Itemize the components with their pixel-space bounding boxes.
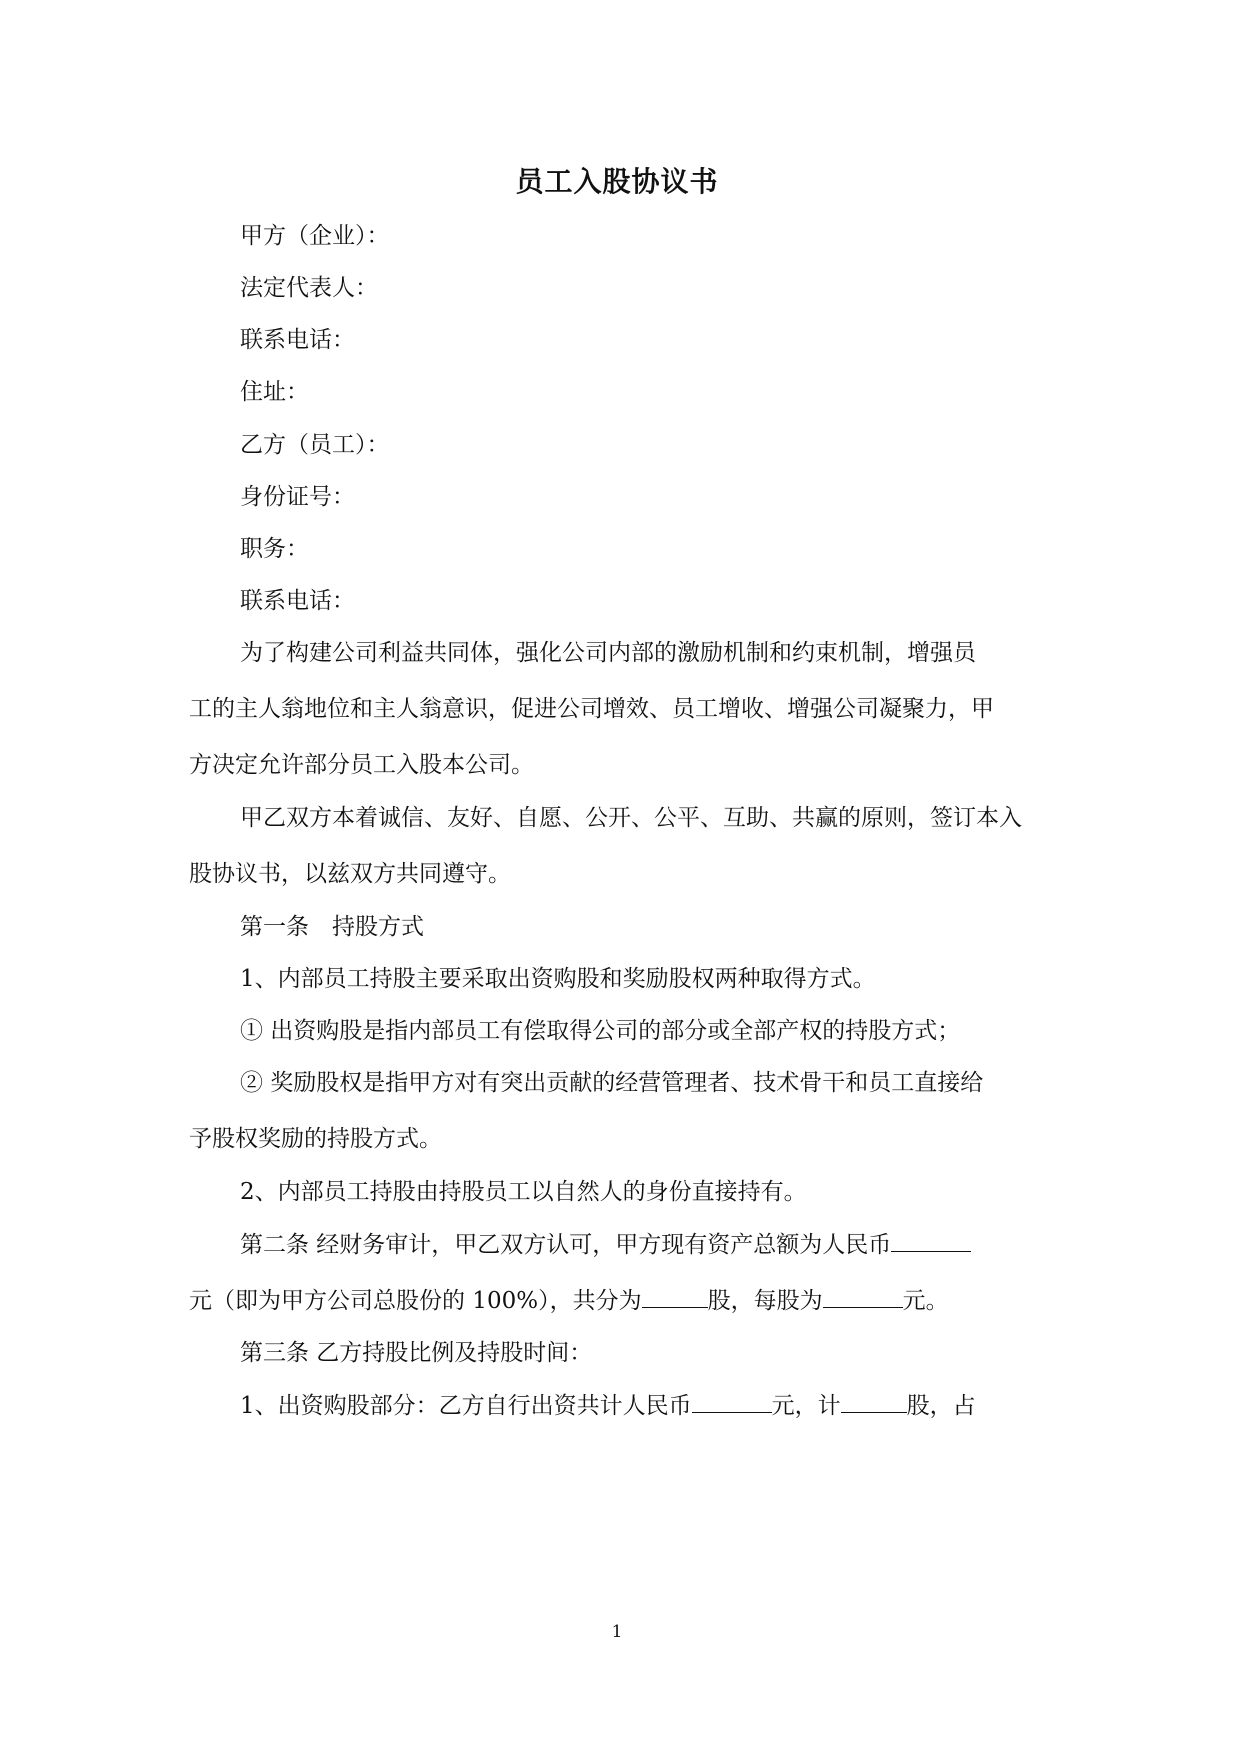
article-1-sub-item-2-line-2: 予股权奖励的持股方式。: [189, 1126, 442, 1152]
article-3-item-1-text-a: 1、出资购股部分：乙方自行出资共计人民币: [240, 1393, 692, 1419]
party-a-legal-rep-line: 法定代表人：: [240, 275, 378, 301]
article-3-heading: 第三条 乙方持股比例及持股时间：: [240, 1340, 593, 1366]
party-a-company-line: 甲方（企业）：: [240, 223, 390, 249]
party-a-phone-line: 联系电话：: [240, 327, 355, 353]
preamble-paragraph-1-line-2: 工的主人翁地位和主人翁意识，促进公司增效、员工增收、增强公司凝聚力，甲: [189, 696, 994, 722]
article-2-line-2-text-b: 股，每股为: [707, 1288, 823, 1314]
preamble-paragraph-1-line-3: 方决定允许部分员工入股本公司。: [189, 752, 534, 778]
page-number: 1: [611, 1622, 623, 1642]
document-title: 员工入股协议书: [515, 165, 719, 198]
party-b-employee-line: 乙方（员工）：: [240, 432, 390, 458]
article-1-sub-item-1: ① 出资购股是指内部员工有偿取得公司的部分或全部产权的持股方式；: [240, 1018, 961, 1044]
purchase-amount-blank: [692, 1390, 772, 1413]
article-2-line-1: [240, 1229, 971, 1260]
article-2-line-2-text-c: 元。: [902, 1288, 949, 1314]
party-b-id-line: 身份证号：: [240, 484, 355, 510]
article-1-item-1: 1、内部员工持股主要采取出资购股和奖励股权两种取得方式。: [240, 966, 876, 992]
total-assets-blank: [891, 1229, 971, 1252]
preamble-paragraph-1-line-1: 为了构建公司利益共同体，强化公司内部的激励机制和约束机制，增强员: [240, 640, 976, 666]
article-1-sub-item-2-line-1: ② 奖励股权是指甲方对有突出贡献的经营管理者、技术骨干和员工直接给: [240, 1070, 984, 1096]
article-2-line-2-text-a: 元（即为甲方公司总股份的 100%），共分为: [189, 1288, 642, 1314]
article-2-line-2: [189, 1285, 949, 1316]
preamble-paragraph-2-line-1: 甲乙双方本着诚信、友好、自愿、公开、公平、互助、共赢的原则，签订本入: [240, 805, 1022, 831]
purchase-shares-blank: [841, 1390, 907, 1413]
party-b-phone-line: 联系电话：: [240, 588, 355, 614]
preamble-paragraph-2-line-2: 股协议书，以兹双方共同遵守。: [189, 861, 511, 887]
total-shares-blank: [642, 1285, 708, 1308]
article-3-item-1-text-c: 股，占: [906, 1393, 976, 1419]
price-per-share-blank: [823, 1285, 903, 1308]
article-3-item-1: [240, 1390, 976, 1421]
party-b-position-line: 职务：: [240, 536, 309, 562]
party-a-address-line: 住址：: [240, 379, 309, 405]
article-3-item-1-text-b: 元，计: [771, 1393, 841, 1419]
article-1-heading: 第一条 持股方式: [240, 914, 424, 940]
article-2-line-1-text: 第二条 经财务审计，甲乙双方认可，甲方现有资产总额为人民币: [240, 1232, 892, 1258]
article-1-item-2: 2、内部员工持股由持股员工以自然人的身份直接持有。: [240, 1179, 807, 1205]
